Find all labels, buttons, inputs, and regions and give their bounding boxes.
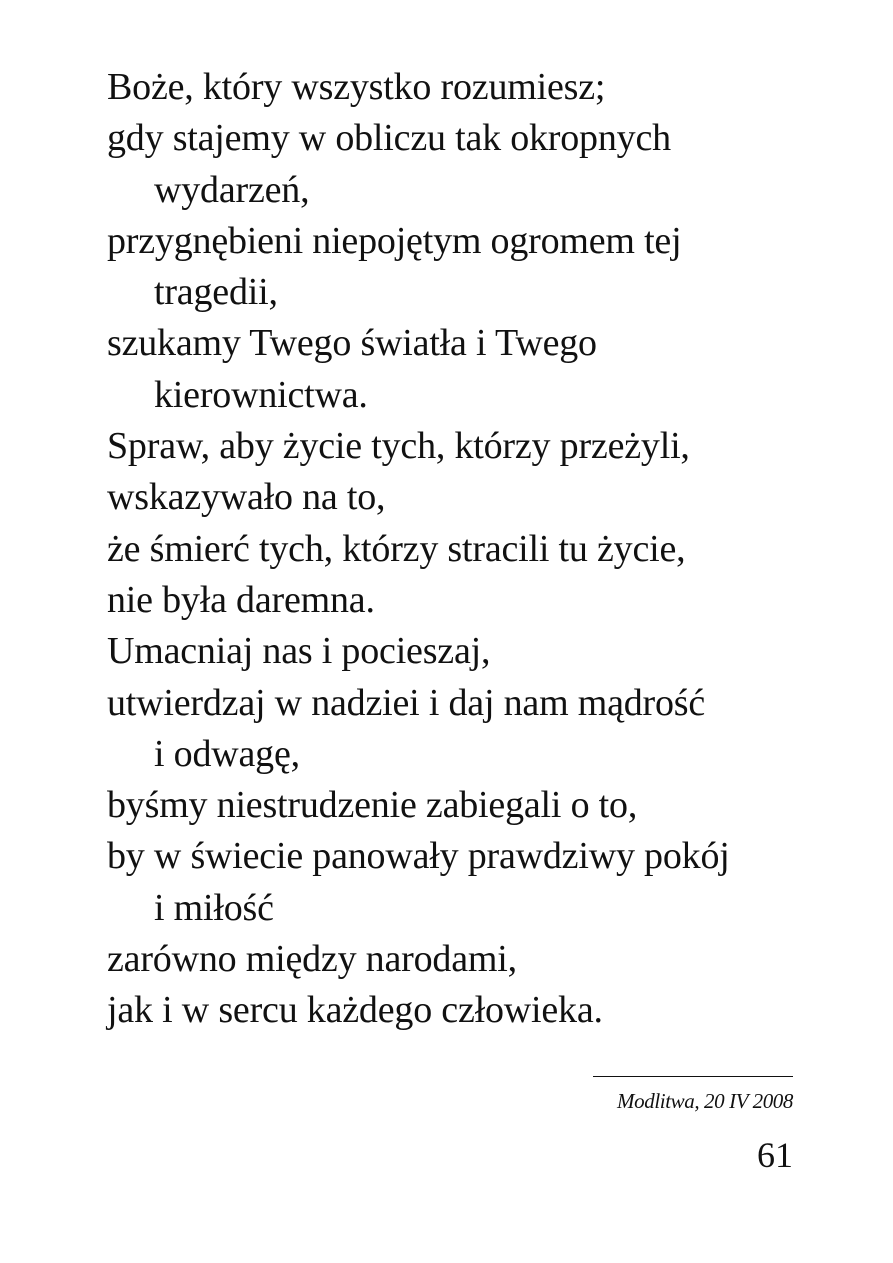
poem-line: utwierdzaj w nadziei i daj nam mądrość (107, 681, 706, 724)
footnote-rule (593, 1076, 793, 1077)
poem-line-continuation: tragedii, (154, 271, 278, 314)
poem-line-continuation: kierownictwa. (154, 373, 368, 416)
poem-line: zarówno między narodami, (107, 938, 517, 981)
page-number: 61 (757, 1135, 793, 1175)
poem-line: nie była daremna. (107, 578, 375, 621)
poem-line: jak i w sercu każdego człowieka. (107, 989, 603, 1032)
poem-line: Boże, który wszystko rozumiesz; (107, 66, 606, 108)
poem-line: Spraw, aby życie tych, którzy przeżyli, (107, 425, 690, 468)
poem-line: wskazywało na to, (107, 476, 386, 519)
poem-line-continuation: wydarzeń, (154, 168, 310, 211)
poem-line-continuation: i miłość (154, 886, 274, 929)
poem-text (107, 62, 827, 1037)
poem-line: szukamy Twego światła i Twego (107, 322, 597, 365)
poem-line: gdy stajemy w obliczu tak okropnych (107, 117, 671, 160)
poem-line: byśmy niestrudzenie zabiegali o to, (107, 784, 638, 827)
footnote-source: Modlitwa, 20 IV 2008 (617, 1089, 793, 1113)
poem-line-continuation: i odwagę, (154, 732, 300, 775)
poem-line: że śmierć tych, którzy stracili tu życie, (107, 527, 686, 570)
poem-line: przygnębieni niepojętym ogromem tej (107, 219, 682, 262)
poem-line: by w świecie panowały prawdziwy pokój (107, 835, 730, 878)
poem-line: Umacniaj nas i pocieszaj, (107, 630, 491, 673)
